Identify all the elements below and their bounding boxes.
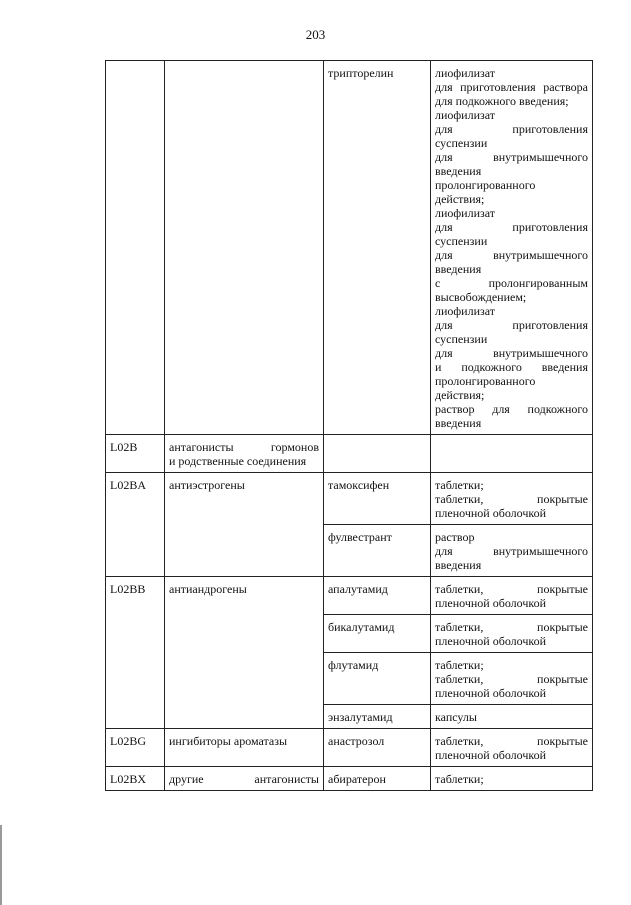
atc-code-cell: L02BX: [106, 767, 165, 791]
text-line: лиофилизат: [435, 66, 496, 80]
page-number: 203: [305, 27, 326, 42]
text-line: и родственные соединения: [169, 454, 307, 468]
dosage-form-cell: [431, 577, 593, 615]
substance-name-cell: трипторелин: [324, 61, 431, 435]
dosage-form-cell: [431, 435, 593, 473]
text-line: введения: [435, 262, 482, 276]
text-line: введения: [435, 558, 482, 572]
medication-table: [105, 60, 593, 791]
scan-margin-mark: [0, 825, 2, 905]
text-line: пленочной оболочкой: [435, 748, 547, 762]
text-line: таблетки;: [435, 658, 484, 672]
text-line: пленочной оболочкой: [435, 506, 547, 520]
text-line: пролонгированного: [435, 178, 536, 192]
substance-name-cell: тамоксифен: [324, 473, 431, 525]
text-line: раствор для подкожного: [435, 402, 588, 416]
atc-code-cell: L02BB: [106, 577, 165, 729]
text-line: лиофилизат: [435, 304, 496, 318]
substance-name-cell: апалутамид: [324, 577, 431, 615]
anatomical-therapeutic-group-cell: [165, 61, 324, 435]
text-line: введения: [435, 164, 482, 178]
substance-name-cell: [324, 435, 431, 473]
anatomical-therapeutic-group-cell: [165, 435, 324, 473]
anatomical-therapeutic-group-cell: [165, 577, 324, 729]
dosage-form-cell: [431, 61, 593, 435]
text-line: антагонисты гормонов: [169, 440, 319, 454]
anatomical-therapeutic-group-cell: [165, 767, 324, 791]
anatomical-therapeutic-group-cell: [165, 729, 324, 767]
text-line: раствор: [435, 530, 475, 544]
table-row: [106, 473, 593, 525]
text-line: действия;: [435, 192, 485, 206]
text-line: введения: [435, 416, 482, 430]
text-line: таблетки, покрытые: [435, 672, 588, 686]
substance-name-cell: анастрозол: [324, 729, 431, 767]
text-line: суспензии: [435, 332, 488, 346]
text-line: для приготовления: [435, 318, 588, 332]
atc-code-cell: L02BG: [106, 729, 165, 767]
dosage-form-cell: [431, 729, 593, 767]
text-line: лиофилизат: [435, 206, 496, 220]
text-line: лиофилизат: [435, 108, 496, 122]
table-body: [106, 61, 593, 791]
text-line: суспензии: [435, 136, 488, 150]
dosage-form-cell: [431, 653, 593, 705]
text-line: и подкожного введения: [435, 360, 588, 374]
text-line: таблетки, покрытые: [435, 734, 588, 748]
atc-code-cell: [106, 61, 165, 435]
table-row: [106, 435, 593, 473]
text-line: другие антагонисты: [169, 772, 319, 786]
table-row: [106, 729, 593, 767]
text-line: для приготовления: [435, 220, 588, 234]
dosage-form-cell: [431, 767, 593, 791]
substance-name-cell: энзалутамид: [324, 705, 431, 729]
text-line: действия;: [435, 388, 485, 402]
atc-code-cell: L02B: [106, 435, 165, 473]
text-line: для приготовления раствора: [435, 80, 588, 94]
text-line: ингибиторы ароматазы: [169, 734, 288, 748]
text-line: таблетки;: [435, 772, 484, 786]
table-row: [106, 577, 593, 615]
atc-code-cell: L02BA: [106, 473, 165, 577]
anatomical-therapeutic-group-cell: [165, 473, 324, 577]
substance-name-cell: флутамид: [324, 653, 431, 705]
substance-name-cell: бикалутамид: [324, 615, 431, 653]
text-line: для внутримышечного: [435, 544, 588, 558]
text-line: таблетки;: [435, 478, 484, 492]
table-row: [106, 767, 593, 791]
text-line: пленочной оболочкой: [435, 686, 547, 700]
dosage-form-cell: [431, 473, 593, 525]
text-line: капсулы: [435, 710, 477, 724]
text-line: высвобождением;: [435, 290, 527, 304]
substance-name-cell: абиратерон: [324, 767, 431, 791]
dosage-form-cell: [431, 615, 593, 653]
text-line: таблетки, покрытые: [435, 620, 588, 634]
text-line: для подкожного введения;: [435, 94, 569, 108]
substance-name-cell: фулвестрант: [324, 525, 431, 577]
text-line: суспензии: [435, 234, 488, 248]
text-line: с пролонгированным: [435, 276, 588, 290]
text-line: для внутримышечного: [435, 248, 588, 262]
text-line: пленочной оболочкой: [435, 596, 547, 610]
text-line: для внутримышечного: [435, 346, 588, 360]
text-line: пленочной оболочкой: [435, 634, 547, 648]
text-line: для приготовления: [435, 122, 588, 136]
table-row: [106, 61, 593, 435]
text-line: пролонгированного: [435, 374, 536, 388]
text-line: таблетки, покрытые: [435, 582, 588, 596]
text-line: антиэстрогены: [169, 478, 245, 492]
text-line: для внутримышечного: [435, 150, 588, 164]
text-line: таблетки, покрытые: [435, 492, 588, 506]
dosage-form-cell: [431, 525, 593, 577]
dosage-form-cell: [431, 705, 593, 729]
text-line: антиандрогены: [169, 582, 247, 596]
